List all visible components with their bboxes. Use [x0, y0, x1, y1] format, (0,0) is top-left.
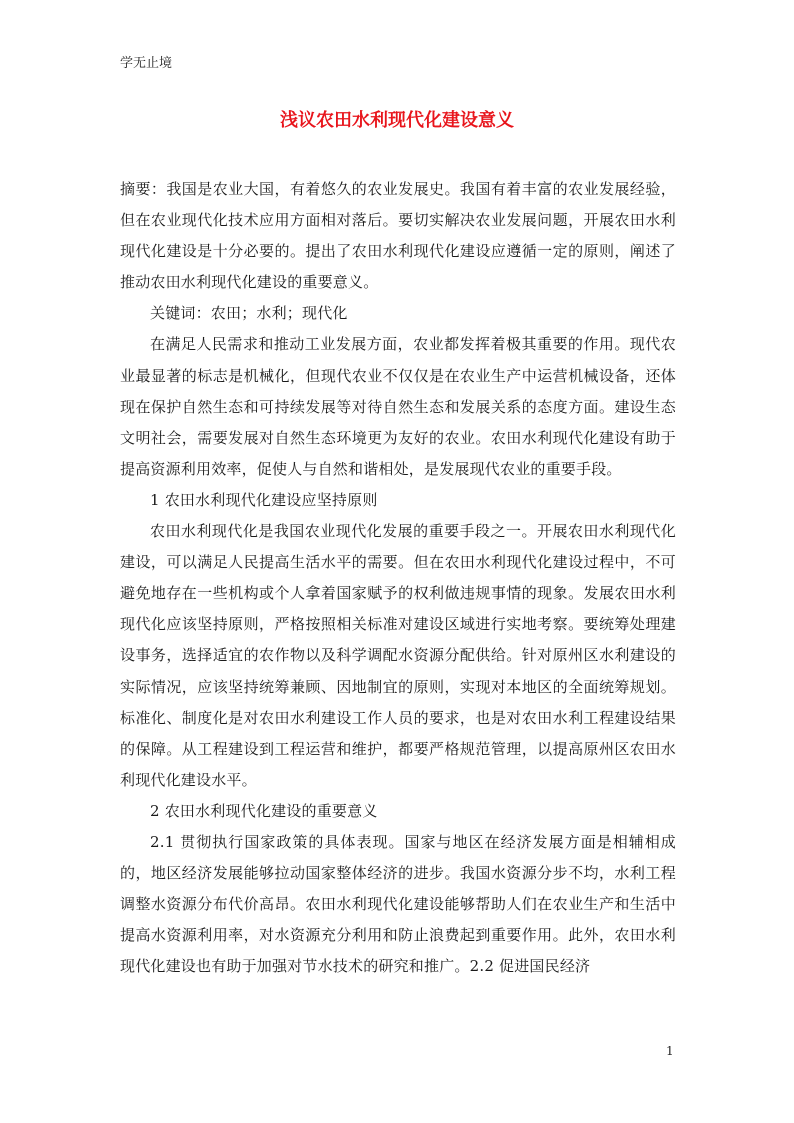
body-paragraph: 2.1 贯彻执行国家政策的具体表现。国家与地区在经济发展方面是相辅相成的，地区经济发展能够拉动国家整体经济的进步。我国水资源分步不均，水利工程调整水资源分布代价高昂。农田水利现代化建设能够帮助人们在农业生产和生活中提高水资源利用率，对水资源充分利用和防止浪费起到重要作用。此外，农田水利现代化建设也有助于加强对节水技术的研究和推广。2.2 促进国民经济 — [120, 832, 676, 976]
header-note: 学无止境 — [120, 56, 173, 71]
abstract-paragraph: 摘要：我国是农业大国，有着悠久的农业发展史。我国有着丰富的农业发展经验，但在农业现代化技术应用方面相对落后。要切实解决农业发展问题，开展农田水利现代化建设是十分必要的。提出了农田水利现代化建设应遵循一定的原则，阐述了推动农田水利现代化建设的重要意义。 — [120, 180, 676, 292]
section-heading: 1 农田水利现代化建设应坚持原则 — [150, 490, 378, 509]
body-paragraph: 农田水利现代化是我国农业现代化发展的重要手段之一。开展农田水利现代化建设，可以满足人民提高生活水平的需要。但在农田水利现代化建设过程中，不可避免地存在一些机构或个人拿着国家赋予的权利做违规事情的现象。发展农田水利现代化应该坚持原则，严格按照相关标准对建设区域进行实地考察。要统筹处理建设事务，选择适宜的农作物以及科学调配水资源分配供给。针对原州区水利建设的实际情况，应该坚持统筹兼顾、因地制宜的原则，实现对本地区的全面统筹规划。标准化、制度化是对农田水利建设工作人员的要求，也是对农田水利工程建设结果的保障。从工程建设到工程运营和维护，都要严格规范管理，以提高原州区农田水利现代化建设水平。 — [120, 522, 676, 789]
document-body — [120, 174, 676, 982]
page-number: 1 — [666, 1044, 674, 1058]
keywords-line: 关键词：农田；水利；现代化 — [150, 304, 348, 323]
section-heading: 2 农田水利现代化建设的重要意义 — [150, 801, 378, 820]
document-title: 浅议农田水利现代化建设意义 — [280, 110, 514, 131]
body-paragraph: 在满足人民需求和推动工业发展方面，农业都发挥着极其重要的作用。现代农业最显著的标志是机械化，但现代农业不仅仅是在农业生产中运营机械设备，还体现在保护自然生态和可持续发展等对待自然生态和发展关系的态度方面。建设生态文明社会，需要发展对自然生态环境更为友好的农业。农田水利现代化建设有助于提高资源利用效率，促使人与自然和谐相处，是发展现代农业的重要手段。 — [120, 335, 676, 478]
